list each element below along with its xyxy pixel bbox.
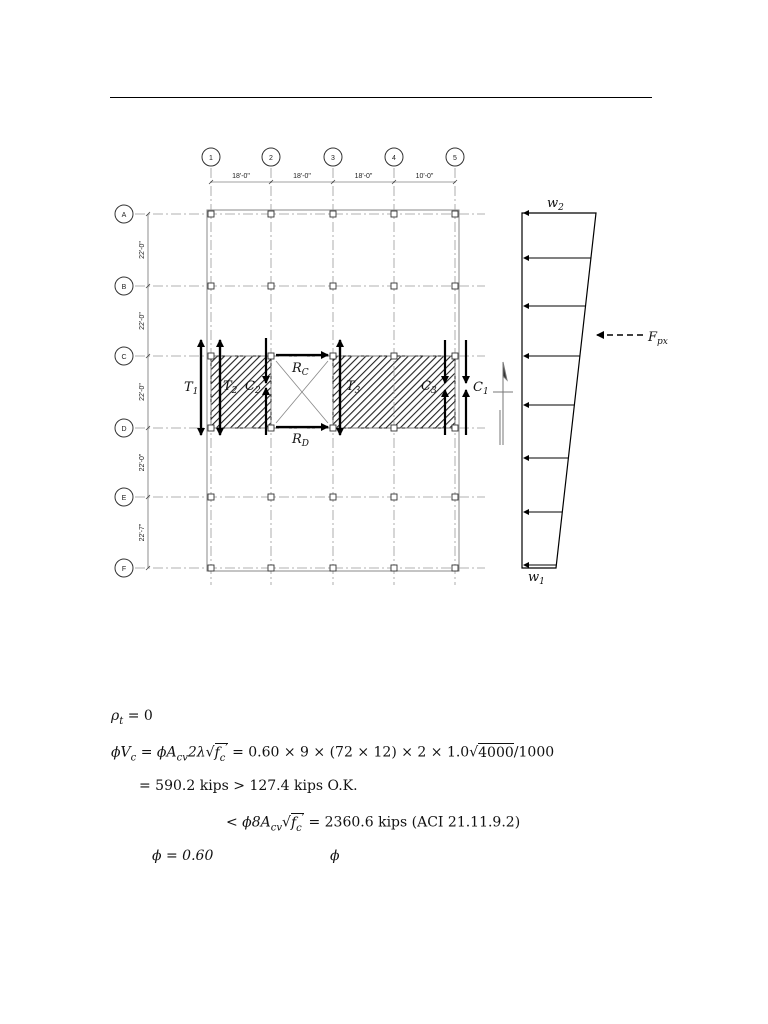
column-marker [268, 283, 274, 289]
column-marker [452, 211, 458, 217]
column-marker [268, 565, 274, 571]
column-marker [208, 494, 214, 500]
svg-text:B: B [121, 284, 127, 291]
label-RD: $R_D$ [292, 432, 310, 449]
column-marker [330, 211, 336, 217]
svg-text:C: C [121, 354, 127, 361]
grid-bubble-col-1 [202, 148, 220, 166]
column-marker [452, 353, 458, 359]
dim-col-spacing: 18'-0" [232, 173, 250, 180]
column-marker [391, 353, 397, 359]
dim-col-spacing: 18'-0" [293, 173, 311, 180]
label-C3: $C_3$ [421, 379, 437, 396]
wind-load-diagram [522, 213, 596, 568]
column-marker [268, 494, 274, 500]
equation-phi: ϕ = 0.60 [152, 848, 214, 864]
north-arrow-icon [493, 362, 513, 445]
label-w2: $w_2$ [547, 196, 564, 213]
grid-bubble-row-C [115, 347, 133, 365]
column-marker [268, 425, 274, 431]
dim-row-spacing: 22'-0" [139, 312, 146, 330]
column-marker [391, 565, 397, 571]
equation-rho: $\rho_t = 0$ [111, 708, 153, 727]
grid-bubble-col-2 [262, 148, 280, 166]
column-marker [268, 353, 274, 359]
dim-col-spacing: 18'-0" [354, 173, 373, 180]
column-marker [452, 565, 458, 571]
label-C2: $C_2$ [245, 379, 261, 396]
grid-bubble-row-D [115, 419, 133, 437]
svg-text:4: 4 [392, 155, 396, 162]
column-marker [330, 494, 336, 500]
label-T3: $T_3$ [346, 379, 361, 396]
dim-col-spacing: 10'-0" [415, 173, 434, 180]
column-marker [330, 353, 336, 359]
grid-bubble-col-4 [385, 148, 403, 166]
equation-phi-symbol: ϕ [330, 848, 340, 864]
grid-bubble-col-5 [446, 148, 464, 166]
grid-bubble-row-E [115, 488, 133, 506]
column-marker [330, 565, 336, 571]
svg-text:3: 3 [331, 155, 335, 162]
column-marker [452, 283, 458, 289]
label-T1: $T_1$ [184, 380, 199, 397]
column-marker [452, 425, 458, 431]
svg-text:E: E [121, 495, 127, 502]
svg-text:5: 5 [453, 155, 457, 162]
column-marker [391, 425, 397, 431]
equation-result: = 590.2 kips > 127.4 kips O.K. [139, 778, 358, 794]
equation-upper-limit: < $\phi 8A_{cv}√f_c' = 2360.6$ kips (ACI 21.11.9.2) [226, 813, 521, 834]
column-marker [391, 494, 397, 500]
column-marker [208, 211, 214, 217]
column-marker [268, 211, 274, 217]
label-w1: $w_1$ [528, 570, 545, 587]
column-marker [208, 565, 214, 571]
column-marker [330, 425, 336, 431]
grid-bubble-row-B [115, 277, 133, 295]
svg-text:A: A [121, 212, 127, 219]
svg-text:2: 2 [269, 155, 273, 162]
column-marker [208, 353, 214, 359]
dim-row-spacing: 22'-0" [139, 241, 146, 259]
column-marker [208, 283, 214, 289]
label-C1: $C_1$ [473, 380, 489, 397]
label-RC: $R_C$ [292, 361, 309, 378]
column-marker [391, 211, 397, 217]
column-marker [330, 283, 336, 289]
column-marker [391, 283, 397, 289]
grid-bubble-col-3 [324, 148, 342, 166]
dim-row-spacing: 22'-0" [139, 383, 146, 401]
svg-text:F: F [121, 566, 127, 573]
grid-bubble-row-F [115, 559, 133, 577]
svg-text:1: 1 [209, 155, 213, 162]
dim-row-spacing: 22'-7" [139, 523, 146, 542]
label-Fpx: $F_{px}$ [648, 330, 668, 347]
dim-row-spacing: 22'-0" [139, 453, 146, 472]
column-marker [208, 425, 214, 431]
column-marker [452, 494, 458, 500]
grid-bubble-row-A [115, 205, 133, 223]
label-T2: $T_2$ [223, 379, 238, 396]
svg-text:D: D [121, 426, 127, 433]
equation-phi-vc: $\phi V_c = \phi A_{cv}2\lambda√f_c' = 0.60 \times 9 \times (72 \times 12) \times 2 \times 1.0√4000/1000$ [111, 743, 555, 764]
